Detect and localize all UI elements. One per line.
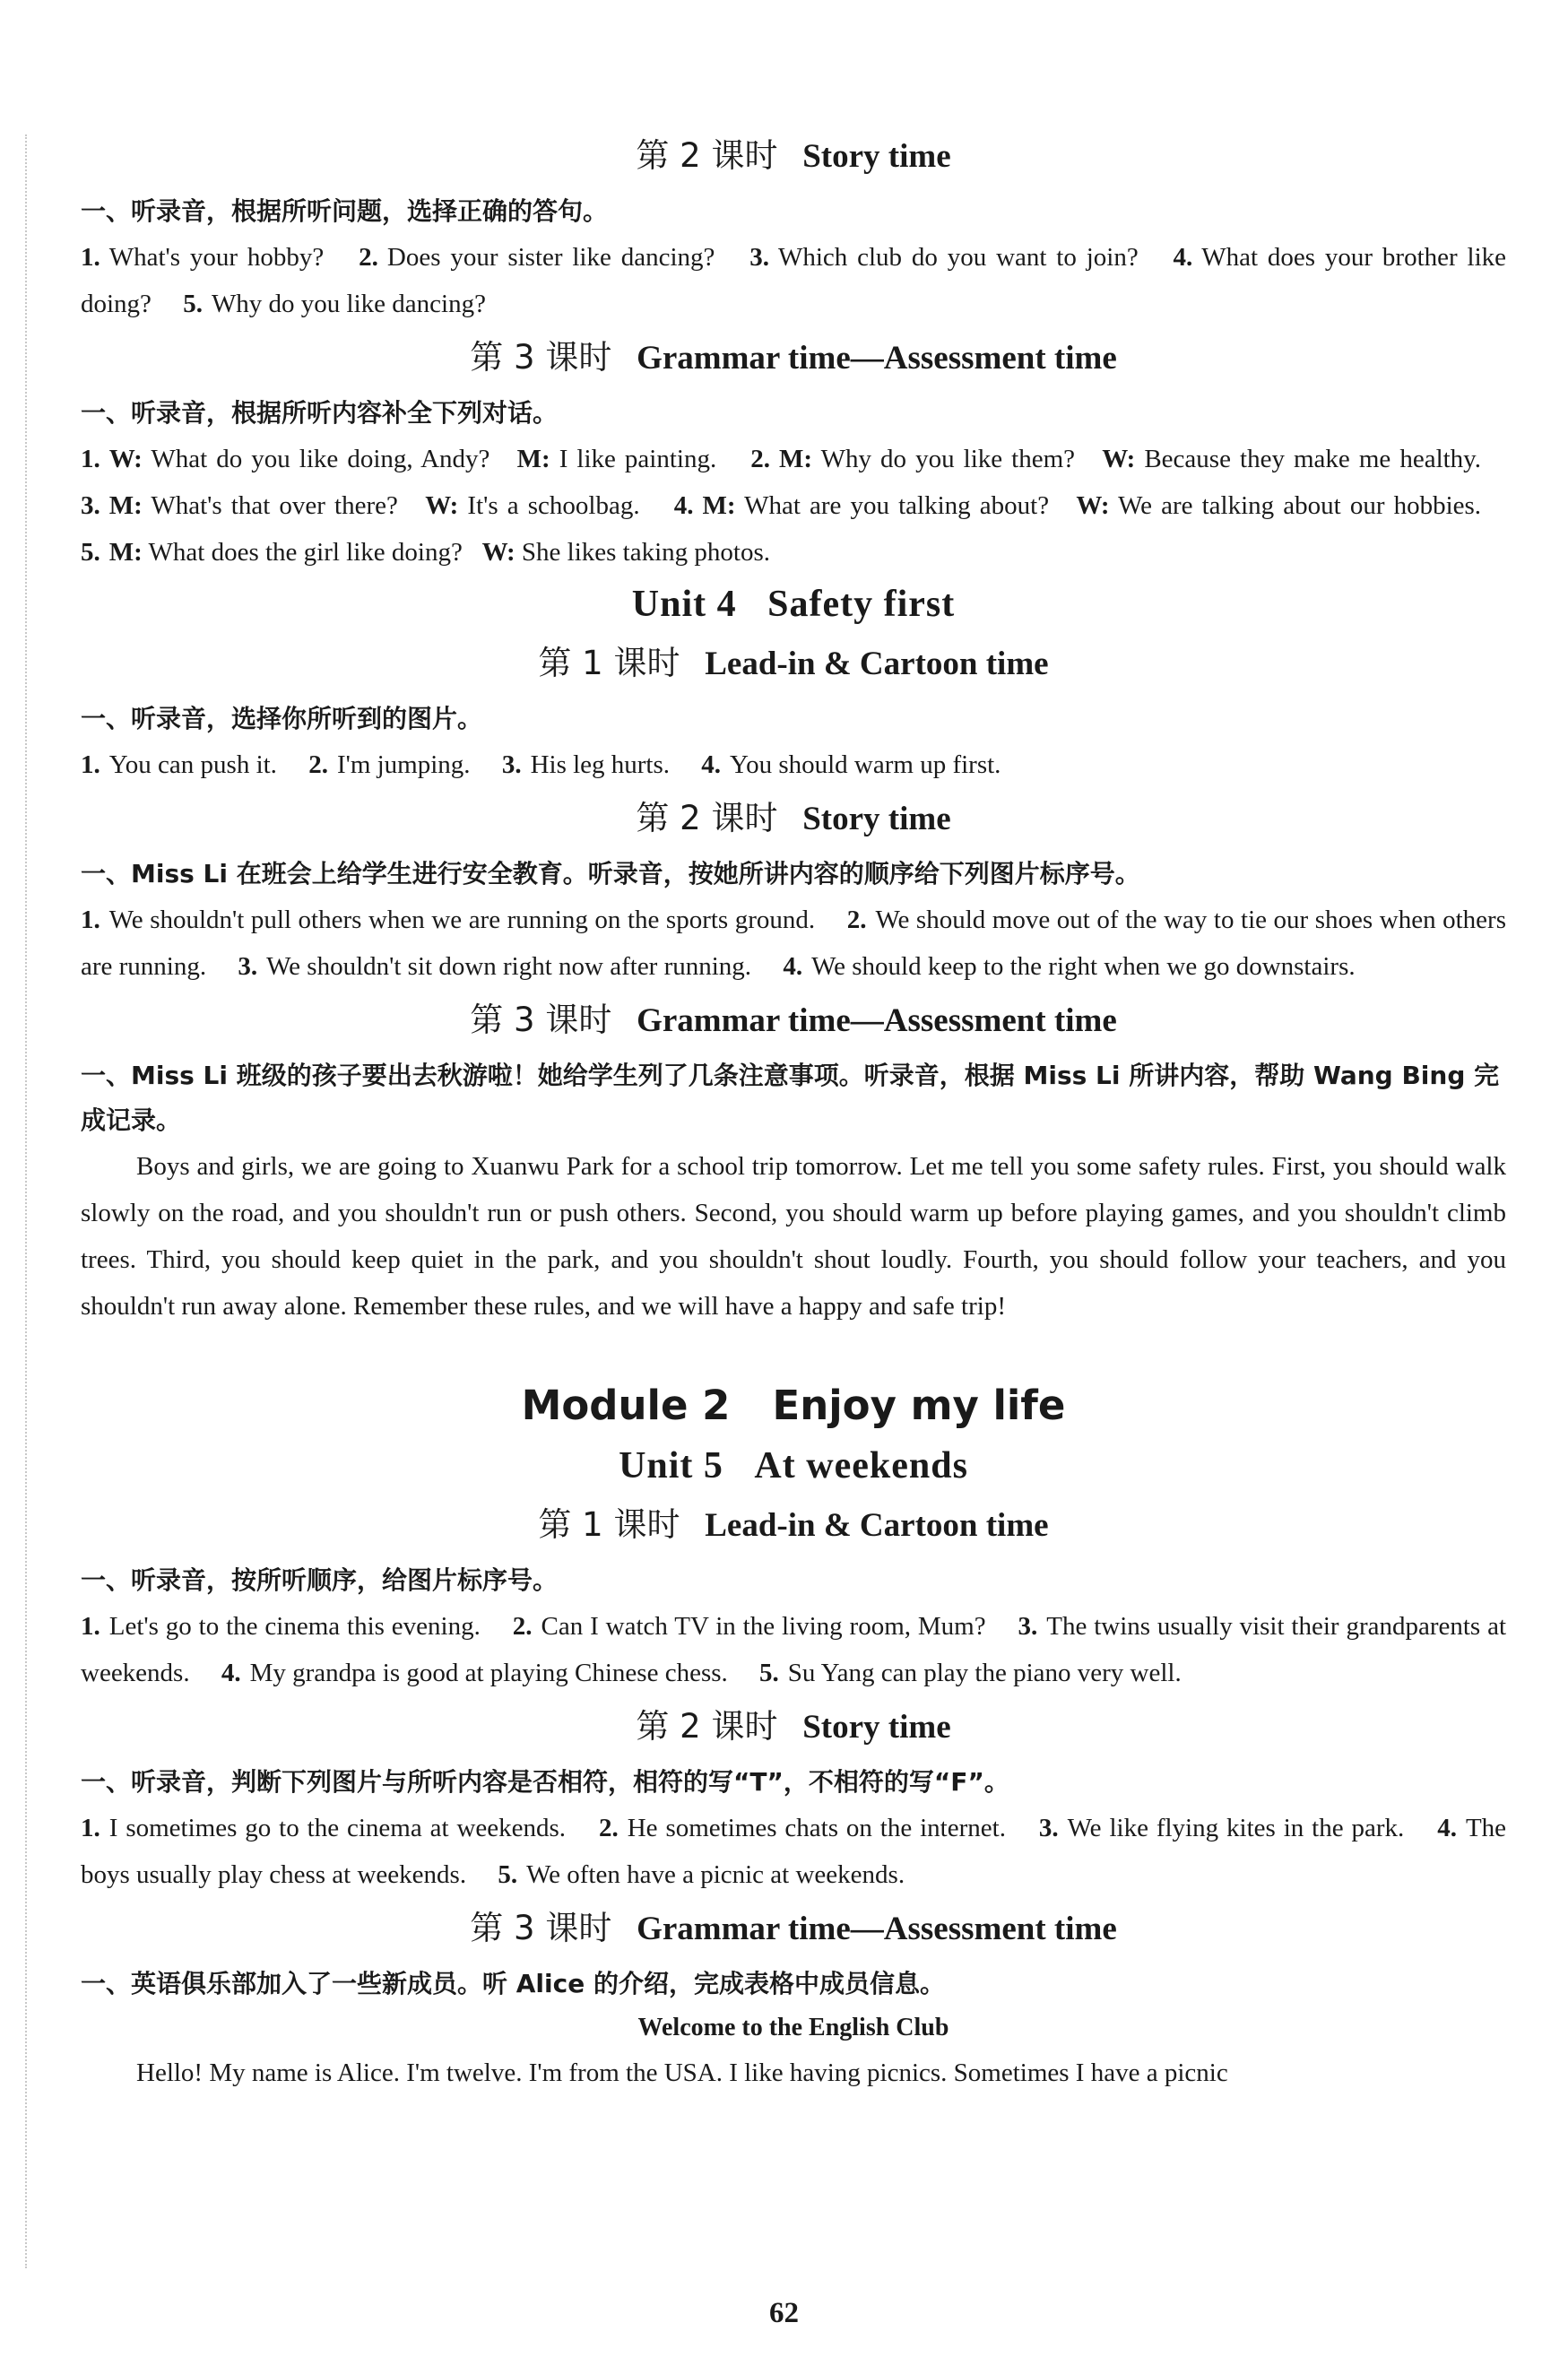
unit-heading: Unit 5 At weekends [619,1445,968,1486]
transcript-item: 3. His leg hurts. [501,750,671,779]
lesson-heading: 第 3 课时 Grammar time—Assessment time [470,338,1117,377]
dialogue-item: 3. M: What's that over there? W: It's a schoolbag. [81,491,640,520]
dialogue-item: 5. M: What does the girl like doing? W: She likes taking photos. [81,538,771,567]
transcript-item: 1. We shouldn't pull others when we are running on the sports ground. [81,906,816,934]
transcript-item: 1. You can push it. [81,750,277,779]
transcript-item: 1. I sometimes go to the cinema at weekends. [81,1814,567,1842]
transcript-item: 3. We shouldn't sit down right now after running. [238,952,752,981]
instruction: 一、听录音，按所听顺序，给图片标序号。 [81,1565,559,1595]
transcript-item: 2. I'm jumping. [308,750,471,779]
transcript-item: 4. You should warm up first. [701,750,1001,779]
instruction: 一、Miss Li 班级的孩子要出去秋游啦！她给学生列了几条注意事项。听录音，根据 Miss Li 所讲内容，帮助 Wang Bing 完成记录。 [81,1061,1500,1135]
dialogue-item: 4. M: What are you talking about? W: We are talking about our hobbies. [673,491,1482,520]
lesson-heading: 第 3 课时 Grammar time—Assessment time [470,1909,1117,1947]
transcript-item: 5. We often have a picnic at weekends. [498,1860,905,1889]
transcript-item: 4. We should keep to the right when we go downstairs. [783,952,1356,981]
transcript-item: 3. The twins usually visit their grandparents at weekends. [81,1612,1507,1687]
lesson-heading: 第 2 课时 Story time [636,1707,951,1746]
passage: Hello! My name is Alice. I'm twelve. I'm from the USA. I like having picnics. Sometimes I have a picnic [136,2058,1228,2087]
transcript-item: 3. We like flying kites in the park. [1038,1814,1405,1842]
transcript-item: 5. Su Yang can play the piano very well. [759,1659,1182,1687]
instruction: 一、听录音，根据所听问题，选择正确的答句。 [81,196,609,226]
module-heading: Module 2 Enjoy my life [521,1382,1066,1429]
passage: Boys and girls, we are going to Xuanwu Park for a school trip tomorrow. Let me tell you some safety rules. First, you should walk slowly on the road, and you shouldn't run or push others. Second, you should warm up before playing games, and you shouldn't climb trees. Third, you should keep quiet in the park, and you shouldn't shout loudly. Fourth, you should follow your teachers, and you shouldn't run away alone. Remember these rules, and we will have a happy and safe trip! [81,1152,1506,1321]
lesson-heading: 第 1 课时 Lead-in & Cartoon time [538,1505,1049,1544]
transcript-paragraph [81,1603,1506,1696]
transcript-item: 5. Why do you like dancing? [183,290,486,318]
transcript-item: 4. My grandpa is good at playing Chinese chess. [221,1659,728,1687]
page-content [81,126,1506,2096]
lesson-heading: 第 2 课时 Story time [636,799,951,837]
instruction: 一、英语俱乐部加入了一些新成员。听 Alice 的介绍，完成表格中成员信息。 [81,1969,945,1998]
transcript-paragraph [81,741,1506,788]
dialogue-item: 2. M: Why do you like them? W: Because they make me healthy. [750,445,1482,473]
transcript-item: 1. What's your hobby? [81,243,325,272]
margin-dotted-line [25,134,27,2268]
transcript-item: 2. He sometimes chats on the internet. [598,1814,1006,1842]
table-title: Welcome to the English Club [637,2014,949,2041]
lesson-heading: 第 1 课时 Lead-in & Cartoon time [538,644,1049,682]
transcript-item: 2. Can I watch TV in the living room, Mum? [512,1612,986,1641]
transcript-paragraph [81,436,1506,576]
instruction: 一、Miss Li 在班会上给学生进行安全教育。听录音，按她所讲内容的顺序给下列图片标序号。 [81,859,1140,888]
transcript-item: 2. We should move out of the way to tie our shoes when others are running. [81,906,1506,981]
transcript-item: 2. Does your sister like dancing? [359,243,715,272]
dialogue-item: 1. W: What do you like doing, Andy? M: I like painting. [81,445,717,473]
transcript-item: 4. What does your brother like doing? [81,243,1506,318]
page-number: 62 [769,2297,799,2329]
transcript-item: 1. Let's go to the cinema this evening. [81,1612,481,1641]
transcript-item: 4. The boys usually play chess at weekends. [81,1814,1507,1889]
transcript-paragraph [81,234,1506,327]
instruction: 一、听录音，选择你所听到的图片。 [81,704,483,733]
unit-heading: Unit 4 Safety first [631,584,956,625]
instruction: 一、听录音，判断下列图片与所听内容是否相符，相符的写“T”，不相符的写“F”。 [81,1767,1009,1797]
instruction: 一、听录音，根据所听内容补全下列对话。 [81,398,559,428]
lesson-heading: 第 2 课时 Story time [636,136,951,175]
transcript-paragraph [81,1805,1506,1898]
transcript-item: 3. Which club do you want to join? [749,243,1139,272]
transcript-paragraph [81,897,1506,990]
lesson-heading: 第 3 课时 Grammar time—Assessment time [470,1001,1117,1039]
